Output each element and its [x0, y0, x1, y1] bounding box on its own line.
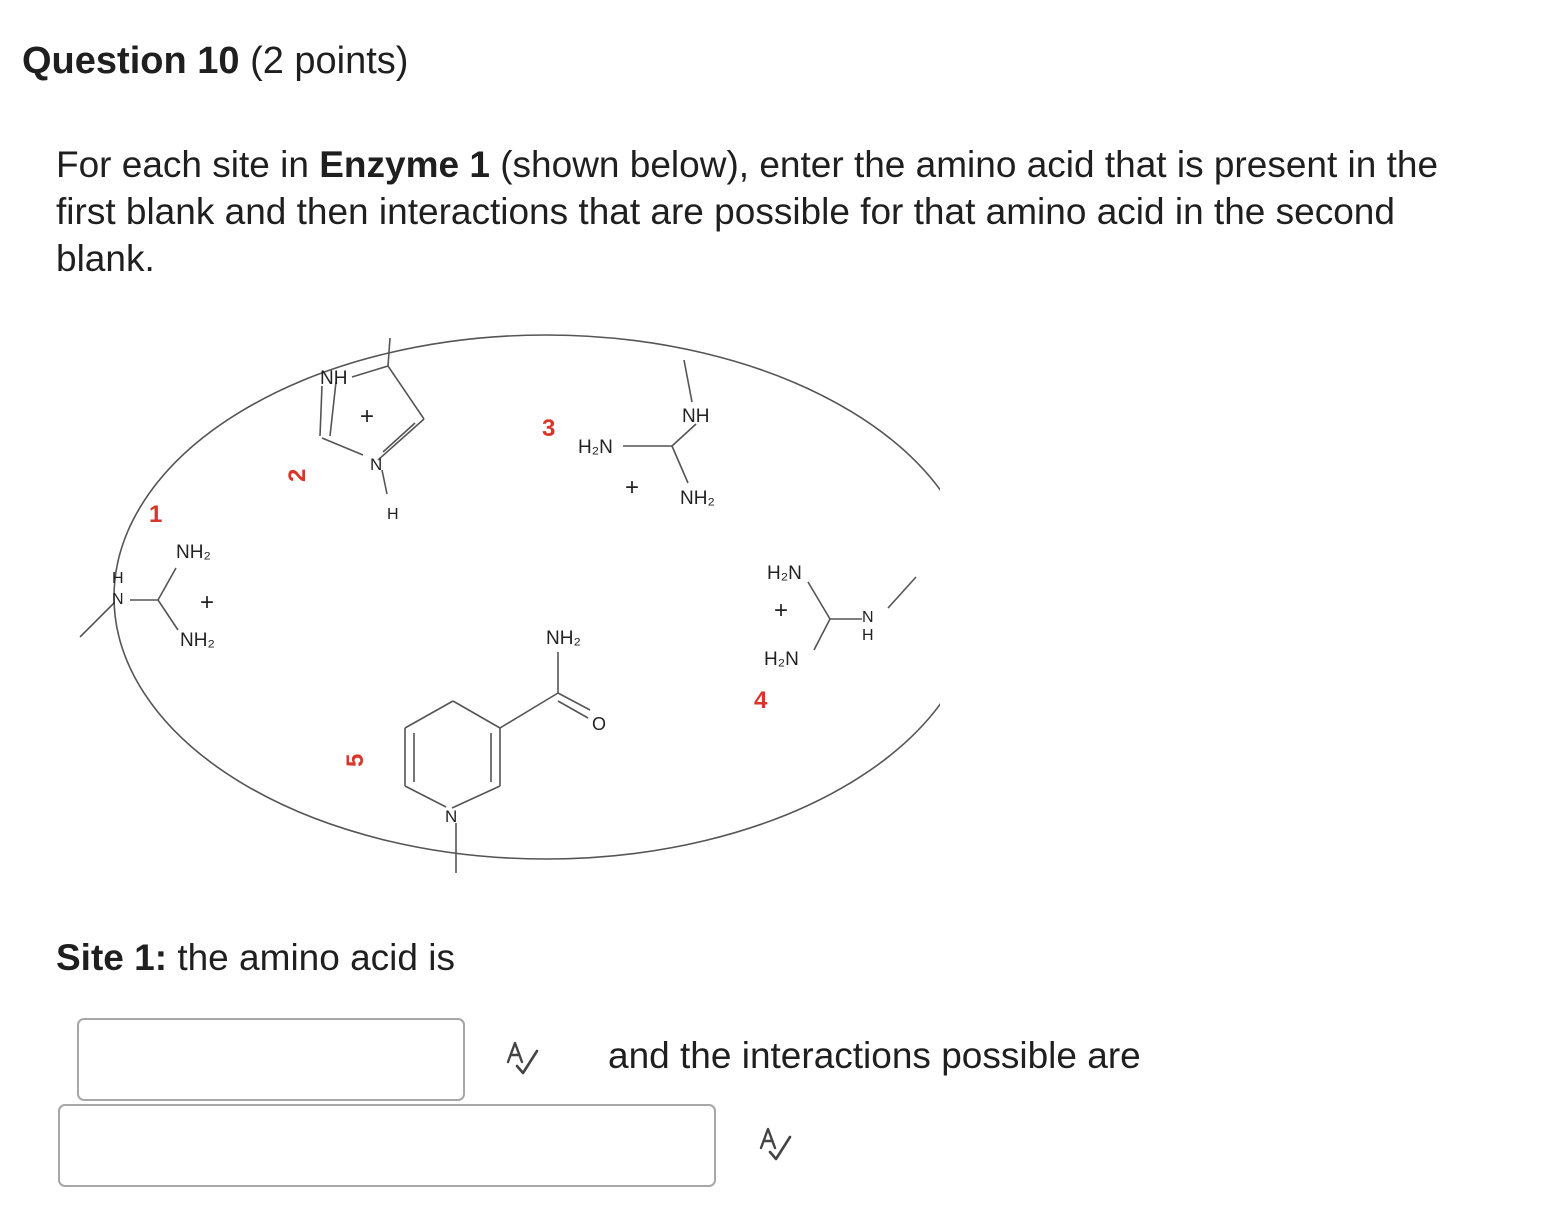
- s1-h: H: [112, 570, 124, 587]
- s1-nh2-top: NH₂: [176, 542, 211, 563]
- amino-acid-input[interactable]: [77, 1018, 465, 1101]
- enzyme-diagram: [60, 320, 940, 880]
- prompt-text-before: For each site in: [56, 144, 320, 185]
- site-number-2: 2: [284, 468, 311, 482]
- site-label-text: the amino acid is: [167, 937, 455, 978]
- prompt-enzyme-name: Enzyme 1: [319, 144, 490, 185]
- site-number-4: 4: [754, 687, 768, 714]
- s1-plus: +: [200, 589, 215, 616]
- s4-h: H: [862, 627, 874, 644]
- s5-o: O: [592, 714, 607, 734]
- enzyme-diagram-svg: [60, 320, 940, 880]
- site-number-3: 3: [542, 415, 556, 442]
- spell-check-icon: [753, 1122, 797, 1166]
- site-label-bold: Site 1:: [56, 937, 168, 978]
- s4-plus: +: [774, 597, 789, 624]
- s2-plus: +: [360, 403, 375, 430]
- spell-check-button-1[interactable]: [500, 1036, 544, 1080]
- interactions-label: and the interactions possible are: [608, 1035, 1141, 1076]
- s4-h2n-bottom: H₂N: [764, 649, 799, 670]
- s3-nh2: NH₂: [680, 488, 715, 509]
- s2-h: H: [387, 506, 399, 523]
- s4-n: N: [862, 609, 874, 626]
- s5-nh2: NH₂: [546, 628, 581, 649]
- site-number-1: 1: [149, 501, 163, 528]
- question-number: Question 10: [22, 40, 240, 82]
- interactions-input[interactable]: [58, 1104, 716, 1187]
- site-numbers: [149, 415, 768, 767]
- question-title: [22, 38, 408, 84]
- spell-check-button-2[interactable]: [753, 1122, 797, 1166]
- prompt-text-after: (shown below), enter the amino acid that is present in the first blank and then interactions that are possible for that amino acid in the second blank.: [56, 144, 1439, 279]
- s2-n: N: [370, 455, 383, 474]
- s2-nh: NH: [320, 368, 348, 389]
- atom-labels: [112, 368, 874, 826]
- s3-h2n: H₂N: [578, 437, 613, 458]
- s1-nh2-bottom: NH₂: [180, 630, 215, 651]
- site-number-5: 5: [342, 753, 369, 767]
- s3-nh: NH: [682, 406, 710, 427]
- question-prompt: [56, 141, 1496, 282]
- s1-n: N: [112, 591, 124, 608]
- site-1-label: [56, 935, 455, 981]
- question-points: (2 points): [250, 40, 409, 82]
- spell-check-icon: [500, 1036, 544, 1080]
- s5-n: N: [445, 807, 458, 826]
- s4-h2n-top: H₂N: [767, 563, 802, 584]
- s3-plus: +: [625, 474, 640, 501]
